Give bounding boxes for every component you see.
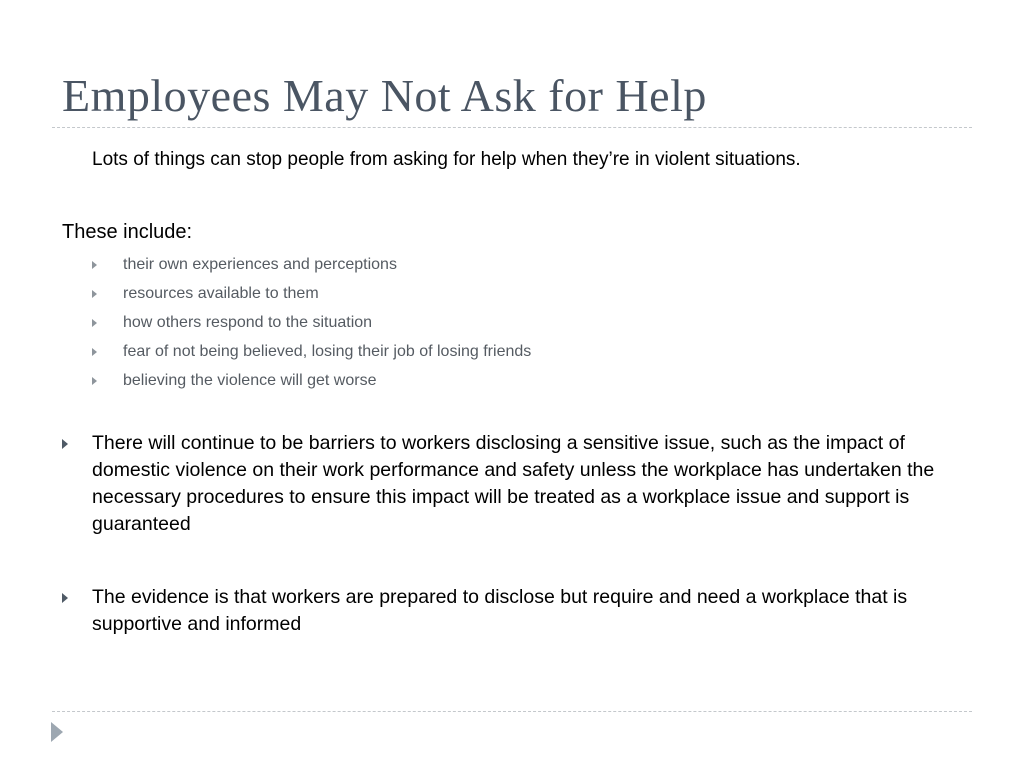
includes-heading: These include: [62,221,193,243]
caret-right-icon [92,348,97,356]
caret-right-icon [92,319,97,327]
slide-title: Employees May Not Ask for Help [62,70,707,121]
bullet-point-text: The evidence is that workers are prepared to disclose but require and need a workplace that is supportive and informed [92,586,908,635]
includes-list [92,250,531,396]
list-item-text: how others respond to the situation [123,313,373,331]
list-item [92,338,531,367]
play-arrow-icon[interactable] [51,722,63,742]
caret-right-icon [92,261,97,269]
bullet-point-evidence [92,584,962,638]
caret-right-icon [92,290,97,298]
bullet-point-text: There will continue to be barriers to workers disclosing a sensitive issue, such as the impact of domestic violence on their work performance and safety unless the workplace has undertaken the necessary procedures to ensure this impact will be treated as a workplace issue and support is guaranteed [92,432,935,535]
list-item [92,308,531,337]
list-item-text: resources available to them [123,284,319,302]
list-item-text: believing the violence will get worse [123,372,377,390]
intro-text: Lots of things can stop people from asking for help when they’re in violent situations. [92,149,801,170]
list-item-text: their own experiences and perceptions [123,255,397,273]
caret-right-icon [62,593,68,603]
caret-right-icon [62,439,68,449]
list-item [92,279,531,308]
list-item-text: fear of not being believed, losing their job of losing friends [123,343,532,361]
caret-right-icon [92,377,97,385]
list-item [92,250,531,279]
list-item [92,367,531,396]
title-divider [52,127,972,128]
bullet-point-barriers [92,430,962,538]
footer-divider [52,711,972,712]
